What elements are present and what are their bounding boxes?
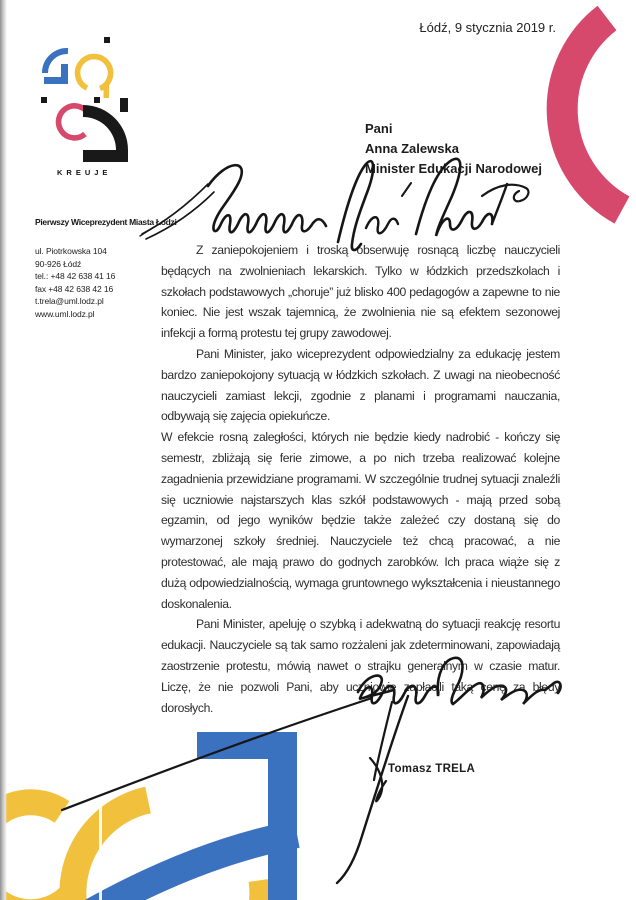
logo-letter-z-stub xyxy=(120,98,128,112)
logo-letter-o-ring xyxy=(78,57,111,89)
logo-letter-z-base xyxy=(83,150,128,162)
scan-edge-shadow xyxy=(0,0,7,900)
greeting-word-szanowna xyxy=(208,165,326,232)
address-line-fax: fax +48 42 638 42 16 xyxy=(35,283,114,294)
logo-accent-dot-left xyxy=(41,97,47,103)
logo-accent-dot-mid xyxy=(94,97,100,103)
logo-letter-o-tail xyxy=(104,85,110,98)
greeting-word-minister xyxy=(416,159,492,236)
body-paragraph-4: Pani Minister, apeluję o szybką i adekwatną do sytuacji reakcję resortu edukacji. Nauczyciele są tak samo rozżaleni jak zdeterminowani, zapowiadają zaostrzenie protestu, mówią nawet o strajku generalnym w czasie matur. Liczę, że nie pozwoli Pani, aby uczniowie zapłacili taką cenę za błędy dorosłych. xyxy=(161,617,560,715)
decor-red-ring-arc xyxy=(562,18,622,210)
letter-date: Łódź, 9 stycznia 2019 r. xyxy=(419,20,556,35)
body-paragraph-1: Z zaniepokojeniem i troską obserwuję rosnącą liczbę nauczycieli będących na zwolnieniach lekarskich. Tylko w łódzkich przedszkolach i szkołach podstawowych „choruje” już blisko 400 pedagogów a zapewne to nie koniec. Nie jest wszak tajemnicą, że zwolnienia nie są efektem sezonowej infekcji a formą protestu tej grupy zawodowej. xyxy=(161,243,560,341)
lodz-kreuje-logo xyxy=(30,35,130,185)
greeting-flourish-tip xyxy=(140,227,154,236)
address-line-email: t.trela@uml.lodz.pl xyxy=(35,296,104,307)
address-line-tel: tel.: +48 42 638 41 16 xyxy=(35,271,116,282)
handwritten-greeting xyxy=(130,152,530,257)
greeting-accent xyxy=(402,183,411,196)
signature-long-sweep xyxy=(62,698,372,810)
body-paragraph-3: W efekcie rosną zaległości, których nie będzie kiedy nadrobić - kończy się semestr, zbliżają się ferie zimowe, a po nich trzeba realizować kolejne zagadnienia przewidziane programami. W szczególnie trudnej sytuacji znaleźli się uczniowie najstarszych klas szkół podstawowych - mają przed sobą egzamin, od jego wyników będzie także zależeć czy dostaną się do wymarzonej szkoły średniej. Nauczyciele też chcą pracować, a nie protestować, ale mają prawo do godnych zarobków. Ich praca wiąże się z dużą odpowiedzialnością, wymaga gruntownego wykształcenia i nieustannego doskonalenia. xyxy=(161,430,560,611)
address-line-city: 90-926 Łódź xyxy=(35,258,82,269)
signature-scribble-top xyxy=(360,658,561,704)
body-paragraph-2: Pani Minister, jako wiceprezydent odpowiedzialny za edukację jestem bardzo zaniepokojony sytuacją w łódzkich szkołach. Z uwagi na nieobecność nauczycieli zamiast lekcji, zgodnie z planami i programami nauczania, odbywają się zajęcia opiekuńcze. xyxy=(161,346,560,424)
greeting-word-pani-p xyxy=(338,161,373,250)
signer-name: Tomasz TRELA xyxy=(388,763,476,775)
sender-title: Pierwszy Wiceprezydent Miasta Łodzi xyxy=(35,217,177,227)
address-line-www: www.uml.lodz.pl xyxy=(35,308,95,319)
signature-scrawl xyxy=(40,640,600,890)
logo-kreuje-label: KREUJE xyxy=(57,168,112,177)
greeting-flourish-2 xyxy=(146,192,214,239)
recipient-salutation: Pani xyxy=(365,121,393,136)
greeting-flourish-1 xyxy=(142,184,208,234)
address-line-street: ul. Piotrkowska 104 xyxy=(35,246,107,256)
logo-accent-dot-top xyxy=(104,37,110,43)
recipient-name: Anna Zalewska xyxy=(365,140,459,156)
greeting-word-pani-ni xyxy=(366,217,398,233)
recipient-role: Minister Edukacji Narodowej xyxy=(365,160,542,176)
decor-red-ring xyxy=(520,0,636,230)
signature-descender xyxy=(337,696,408,883)
greeting-word-minister-t xyxy=(492,184,507,224)
